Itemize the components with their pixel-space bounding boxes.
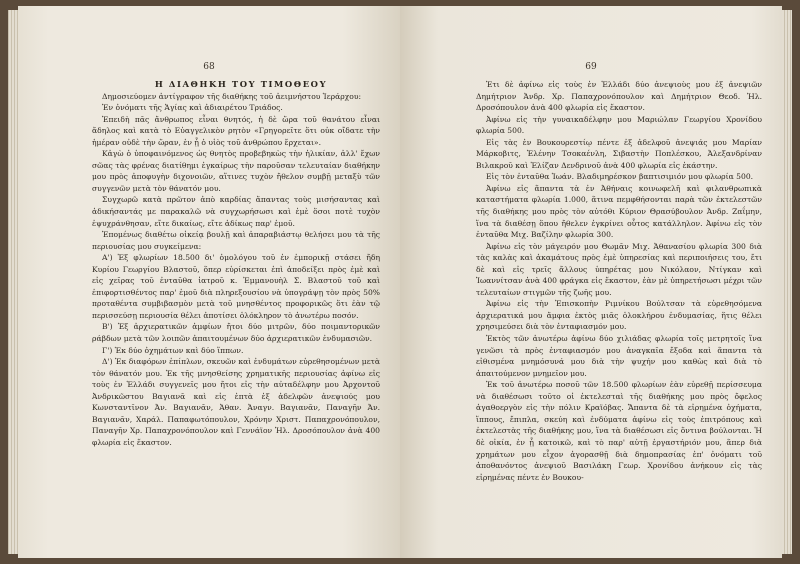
document-title: Η ΔΙΑΘΗΚΗ ΤΟΥ ΤΙΜΟΘΕΟΥ xyxy=(154,79,328,89)
paragraph: Εἰς τὰς ἐν Βουκουρεστίῳ πέντε ἐξ ἀδελφοῦ ἀνεψιάς μου Μαρίαν Μάρκοβιτς, Ἑλένην Τσοκαένλη, Σιβαστὴν Ποπλέσκου, Ἀλεξανδρίναν Βιλακροῦ καὶ Ἐλίζαν Δενδρινοῦ ἀνὰ 400 φλωρία εἰς ἑκάστην. xyxy=(476,137,762,170)
paragraph: Ἐπειδὴ πᾶς ἄνθρωπος εἶναι θνητός, ἡ δὲ ὥρα τοῦ θανάτου εἶναι ἄδηλος καὶ κατὰ τὸ Εὐαγγελικὸν ρητὸν «Γρηγορεῖτε ὅτι οὐκ οἴδατε τὴν ἡμέραν οὐδὲ τὴν ὥραν, ἐν ᾗ ὁ υἱὸς τοῦ ἀνθρώπου ἔρχεται». xyxy=(92,114,380,147)
paragraph: Δημοσιεύομεν ἀντίγραφον τῆς διαθήκης τοῦ ἀειμνήστου Ἱεράρχου: xyxy=(102,91,362,101)
list-item: Α') Ἐξ φλωρίων 18.500 δι' ὁμολόγου τοῦ ἐν ἐμπορικῇ στάσει ἤδη Κυρίου Γεωργίου Βλαστοῦ, ὅπερ εὑρίσκεται ἐπὶ ἀποδείξει πρὸς ἐμὲ καὶ εἰς χεῖρας τοῦ ἐνταῦθα ἰατροῦ κ. Ἐμμανουὴλ Σ. Βλαστοῦ τοῦ καὶ ἐπιφορτισθέντος παρ' ἐμοῦ διὰ πληρεξουσίου νὰ ὑπογράψῃ τὸν πρὸς 50% προταθέντα συμβιβασμὸν μετὰ τοῦ μνησθέντος προφορικῶς ὅτι ἐὰν τῷ περισσεύσῃ περιουσία θέλει ἀποτίσει ὁλόκληρον τὸ ἀνωτέρω ποσόν. xyxy=(92,253,380,320)
list-item: Γ') Ἐκ δύο ὀχημάτων καὶ δύο ἵππων. xyxy=(102,345,244,355)
right-page-text xyxy=(476,79,762,483)
paragraph: Εἰς τὸν ἐνταῦθα Ἰωάν. Βλαδιμηρέσκον βαπτισιμιόν μου φλωρία 500. xyxy=(486,172,754,182)
paragraph: Ἐκτὸς τῶν ἀνωτέρω ἀφίνω δύο χιλιάδας φλωρία τοῖς μετρητοῖς ἵνα γενῶσι τὰ πρὸς ἐνταφιασμόν μου ἀναγκαῖα ἔξοδα καὶ ἅπαντα τὰ εἰθισμένα μνημόσυνά μου διὰ τὴν ψυχήν μου καθὼς καὶ διὰ τὸ ἀπαιτούμενον μνημεῖον μου. xyxy=(476,334,762,378)
paragraph: Ἐπομένως διαθέτω οἰκείᾳ βουλῇ καὶ ἀπαραβιάστῳ θελήσει μου τὰ τῆς περιουσίας μου συγκείμενα: xyxy=(92,230,380,251)
page-edges-left xyxy=(8,10,18,554)
page-number-left: 68 xyxy=(203,62,215,72)
page-edges-right xyxy=(782,10,792,554)
page-number-right: 69 xyxy=(585,62,597,72)
list-item: Β') Ἐξ ἀρχιερατικῶν ἀμφίων ἤτοι δύο μιτρῶν, δύο ποιμαντορικῶν ράβδων μετὰ τῶν λοιπῶν ἀπαιτουμένων δύο ἀρχιερατικῶν ἐνδυμασιῶν. xyxy=(92,322,380,344)
paragraph: Ἀφίνω εἰς τὴν γυναικαδέλφην μου Μαριώλαν Γεωργίου Χρονίδου φλωρία 500. xyxy=(476,114,762,136)
paragraph: Ἐν ὀνόματι τῆς Ἁγίας καὶ ἀδιαιρέτου Τριάδος. xyxy=(102,103,283,113)
paragraph: Ἐκ τοῦ ἀνωτέρω ποσοῦ τῶν 18.500 φλωρίων ἐὰν εὑρεθῇ περίσσευμα νὰ διαθέσωσι τοῦτο οἱ ἐκτελεσταὶ τῆς διαθήκης μου πρὸς ὄφελος ἀγαθοεργὸν εἰς τὴν πόλιν Κραϊόβας. Ἅπαντα δὲ τὰ εἰρημένα ὀχήματα, ἵππους, ἔπιπλα, σκεύη καὶ ἐνδύματα ἀφίνω εἰς τοὺς ἐπιτρόπους καὶ ἐκτελεστὰς τῆς διαθήκης μου, ἵνα τὰ διαθέσωσι εἰς ὅντινα βούλονται. Ἡ δὲ οἰκία, ἐν ᾗ κατοικῶ, καὶ τὸ παρ' αὐτῇ ἐργαστήριόν μου, ἅπερ διὰ χρημάτων μου εἶχον ἀγορασθῇ διὰ δημοπρασίας ἐπ' ὀνόματι τοῦ ἀποθανόντος ἀνεψιοῦ Βασιλάκη Γεωρ. Χρονίδου ἀνήκουν εἰς τὰς εἰρημένας πέντε ἐν Βουκου- xyxy=(476,380,762,482)
left-page xyxy=(18,6,400,558)
paragraph: Ἀφίνω εἰς ἅπαντα τὰ ἐν Ἀθήναις κοινωφελῆ καὶ φιλανθρωπικὰ καταστήματα φλωρία 1.000, ἅτινα πεμφθήσονται παρὰ τῶν ἐκτελεστῶν τῆς διαθήκης μου πρὸς τὸν αὐτόθι Κύριον Θρασύβουλον Ἀνδρ. Ζαΐμην, ἵνα τὰ διαθέσῃ ὅπου ἤθελεν ἐγκρίνει οὗτος κατάλληλον. Ἀφίνω εἰς τὸν ἐνταῦθα Μιχ. Βαζίλην φλωρία 300. xyxy=(476,183,762,240)
paragraph: Ἀφίνω εἰς τὴν Ἐπισκοπὴν Ριμνίκου Βούλτσαν τὰ εὑρεθησόμενα ἀρχιερατικά μου ἄμφια ἐκτὸς μιᾶς ὁλοκλήρου ἐνδυμασίας, ἥτις θέλει χρησιμεύσει διὰ τὸν ἐνταφιασμόν μου. xyxy=(476,299,762,332)
left-page-text xyxy=(92,79,380,449)
list-item: Δ') Ἐκ διαφόρων ἐπίπλων, σκευῶν καὶ ἐνδυμάτων εὑρεθησομένων μετὰ τὸν θάνατόν μου. Ἐκ τῆς μνησθείσης χρηματικῆς περιουσίας ἀφίνω εἰς τοὺς ἐν Ἑλλάδι συγγενεῖς μου ἤτοι εἰς τὴν αὐταδέλφην μου Ἀρχοντοῦ Ἀνδρικῶστου Βαγιανᾶ καὶ εἰς ἑπτὰ ἐξ ἀδελφῶν ἀνεψιούς μου Κωνσταντῖνον Ἀν. Βαγιανᾶν, Ἀθαν. Ἀναγν. Βαγιανᾶν, Παναγῆν Ἀν. Βαγιανᾶν, Χαράλ. Παπαφωτόπουλον, Χρόνην Χριστ. Παπαχρονόπουλον, Παναγῆν Χρ. Παπαχρονόπουλον καὶ Γεννάϊον Ἠλ. Δροσόπουλον ἀνὰ 400 φλωρία εἰς ἕκαστον. xyxy=(92,357,380,447)
paragraph: Ἐτι δὲ ἀφίνω εἰς τοὺς ἐν Ἑλλάδι δύο ἀνεψιοὺς μου ἐξ ἀνεψιῶν Δημήτριον Ἀνδρ. Χρ. Παπαχρονόπουλον καὶ Δημήτριον Θεοδ. Ἠλ. Δροσόπουλον ἀνὰ 400 φλωρία εἰς ἕκαστον. xyxy=(476,80,762,113)
paragraph: Κἀγὼ ὁ ὑποφαινόμενος ὡς θνητὸς προβεβηκὼς τὴν ἡλικίαν, ἀλλ' ἔχων σῶας τὰς φρένας διατίθημι ἐγκαίρως τὴν παροῦσαν τελευταίαν διαθήκην μου πρὸς ἀποφυγὴν διχονοιῶν, αἵτινες τυχὸν ἤθελον συμβῇ μεταξὺ τῶν συγγενῶν μετὰ τὸν θάνατόν μου. xyxy=(92,149,380,193)
paragraph: Συγχωρῶ κατὰ πρῶτον ἀπὸ καρδίας ἅπαντας τοὺς μισήσαντας καὶ ἀδικήσαντάς με παρακαλῶ νὰ συγχωρήσωσι καὶ ἐμὲ ὅσοι ποτὲ τυχὸν ἐψυχράνθησαν, εἴτε δικαίως, εἴτε ἀδίκως παρ' ἐμοῦ. xyxy=(92,195,380,228)
right-page xyxy=(400,6,782,558)
paragraph: Ἀφίνω εἰς τὸν μάγειρόν μου Θωμᾶν Μιχ. Ἀθανασίου φλωρία 300 διὰ τὰς καλὰς καὶ ἀκαμάτους πρὸς ἐμὲ ὑπηρεσίας καὶ περιποιήσεις του, ἔτι δὲ καὶ εἰς τρεῖς ἄλλους ὑπηρέτας μου Νικόλαον, Ντίγκαν καὶ Ἰωαννίτσαν ἀνὰ 400 φράγκα εἰς ἕκαστον, ἐὰν μὲ ὑπηρετήσωσι μέχρι τῶν τελευταίων στιγμῶν τῆς ζωῆς μου. xyxy=(476,241,762,297)
